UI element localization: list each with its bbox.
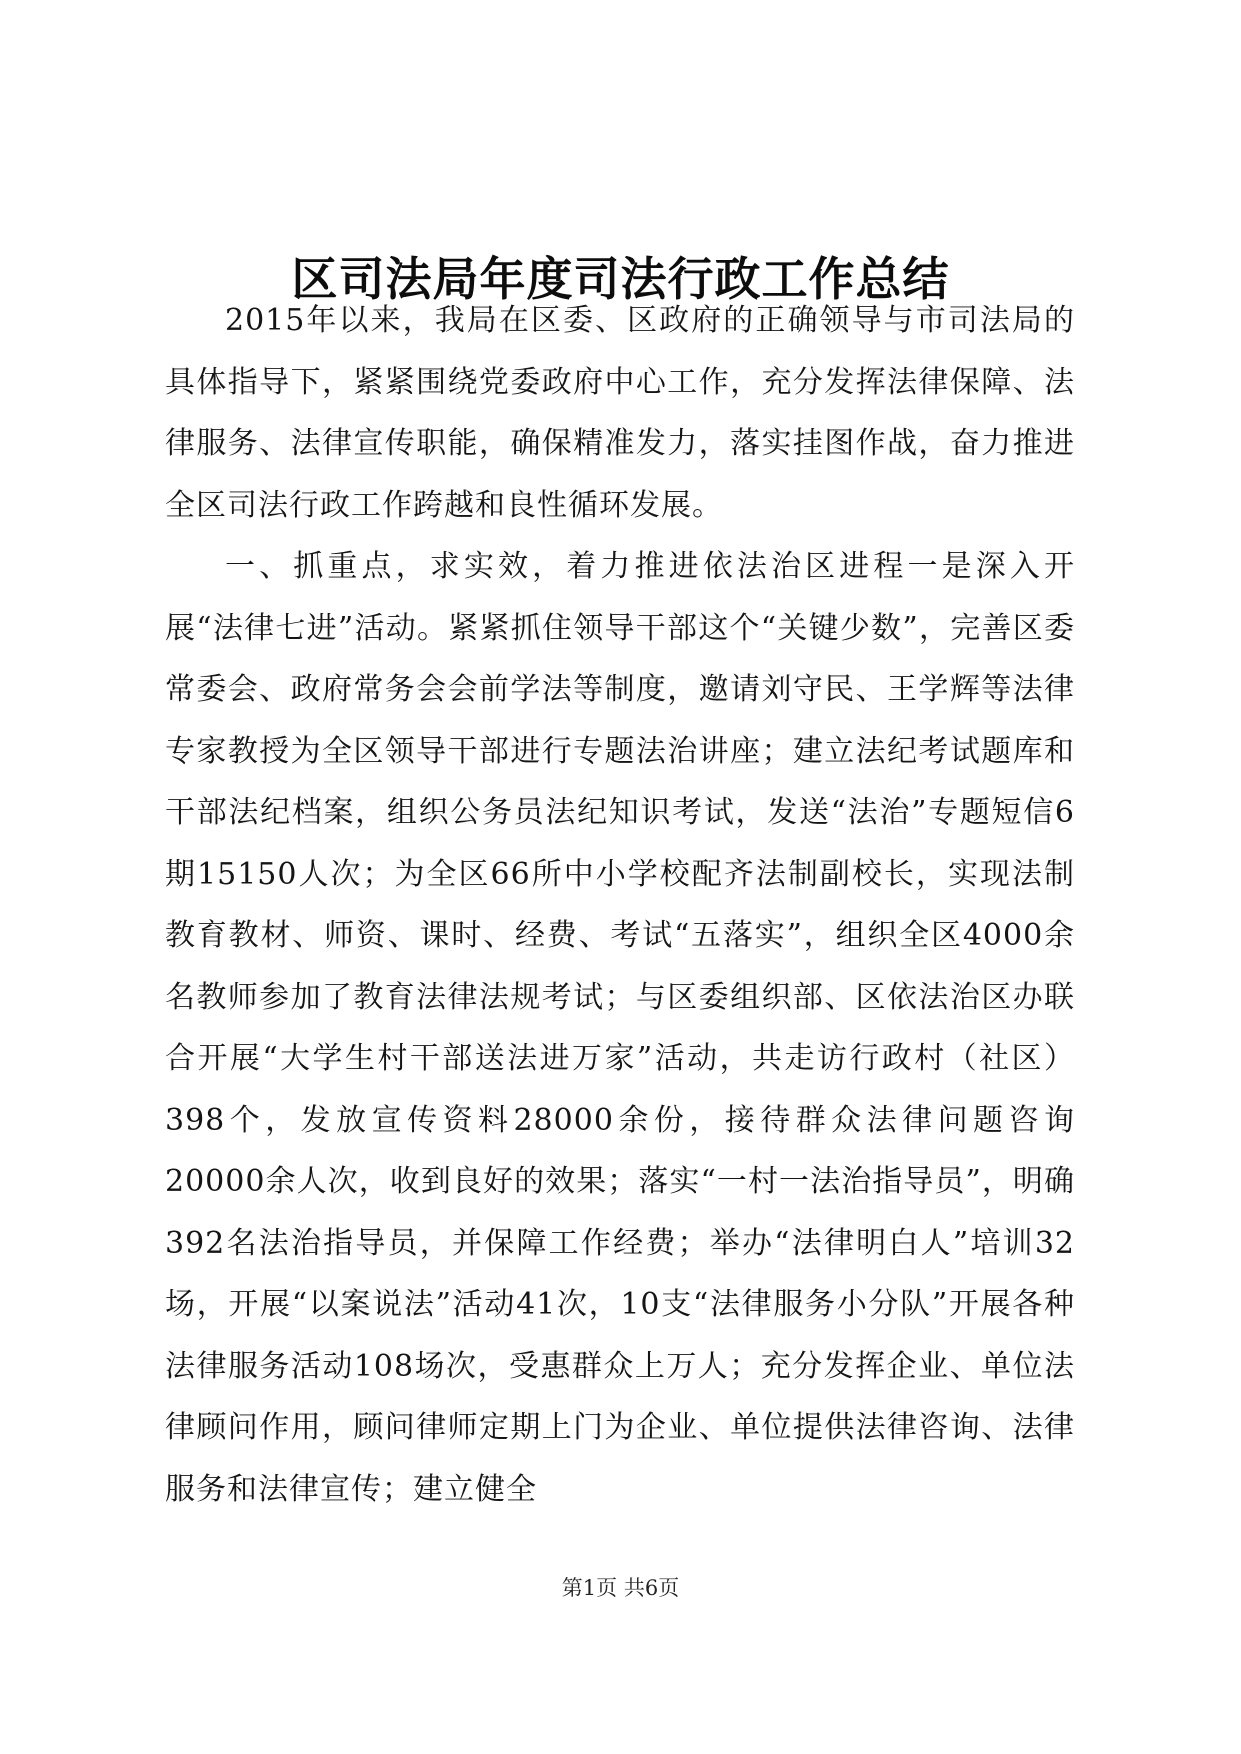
document-title: 区司法局年度司法行政工作总结 bbox=[291, 251, 950, 306]
section-one-paragraph: 一、抓重点，求实效，着力推进依法治区进程一是深入开展“法律七进”活动。紧紧抓住领导干部这个“关键少数”，完善区委常委会、政府常务会会前学法等制度，邀请刘守民、王学辉等法律专家教授为全区领导干部进行专题法治讲座；建立法纪考试题库和干部法纪档案，组织公务员法纪知识考试，发送“法治”专题短信6期15150人次；为全区66所中小学校配齐法制副校长，实现法制教育教材、师资、课时、经费、考试“五落实”，组织全区4000余名教师参加了教育法律法规考试；与区委组织部、区依法治区办联合开展“大学生村干部送法进万家”活动，共走访行政村（社区）398个，发放宣传资料28000余份，接待群众法律问题咨询20000余人次，收到良好的效果；落实“一村一法治指导员”，明确392名法治指导员，并保障工作经费；举办“法律明白人”培训32场，开展“以案说法”活动41次，10支“法律服务小分队”开展各种法律服务活动108场次，受惠群众上万人；充分发挥企业、单位法律顾问作用，顾问律师定期上门为企业、单位提供法律咨询、法律服务和法律宣传；建立健全 bbox=[165, 549, 1075, 1507]
intro-paragraph: 2015年以来，我局在区委、区政府的正确领导与市司法局的具体指导下，紧紧围绕党委政府中心工作，充分发挥法律保障、法律服务、法律宣传职能，确保精准发力，落实挂图作战，奋力推进全区司法行政工作跨越和良性循环发展。 bbox=[165, 303, 1075, 523]
page-number: 第1页 共6页 bbox=[561, 1576, 680, 1600]
document-body bbox=[165, 290, 1075, 1520]
